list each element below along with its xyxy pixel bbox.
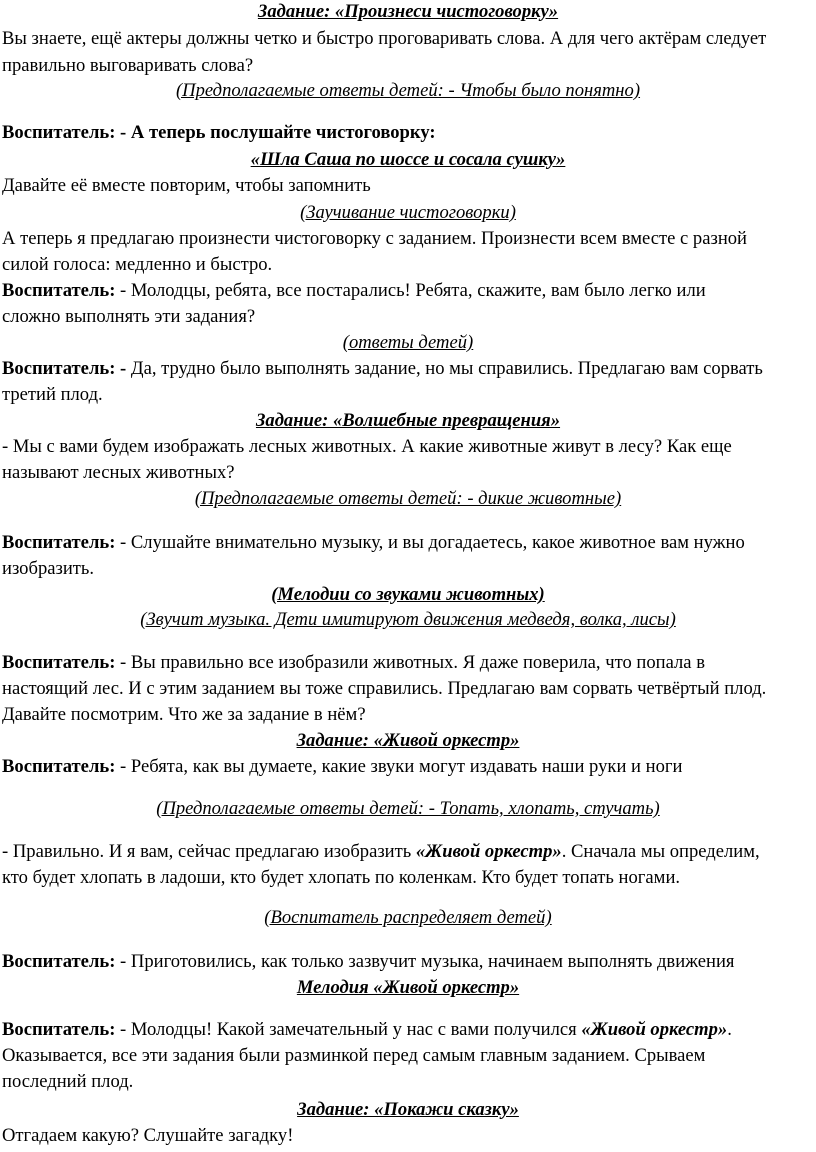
paragraph-line [2,840,760,864]
note-music-plays: (Звучит музыка. Дети имитируют движения медведя, волка, лисы) [140,609,676,630]
paragraph-text: - Правильно. И я вам, сейчас предлагаю изобразить [2,841,416,862]
teacher-label: Воспитатель: [2,280,116,301]
paragraph-line [2,1018,732,1042]
teacher-label: Воспитатель: [2,1019,116,1040]
paragraph-text: - Приготовились, как только зазвучит музыка, начинаем выполнять движения [115,951,735,972]
heading-show-fairy-tale: Задание: «Покажи сказку» [297,1099,519,1120]
note-children-answers: (ответы детей) [342,332,474,353]
paragraph-line: сложно выполнять эти задания? [2,306,256,327]
heading-animal-melodies: (Мелодии со звуками животных) [271,584,545,605]
paragraph-line: Отгадаем какую? Слушайте загадку! [2,1125,294,1146]
paragraph-line [2,651,705,675]
paragraph-line: изобразить. [2,558,95,579]
teacher-label: Воспитатель: [2,652,116,673]
teacher-label: Воспитатель: [2,951,116,972]
paragraph-text: - Молодцы, ребята, все постарались! Ребята, скажите, вам было легко или [115,280,706,301]
paragraph-text: . [727,1019,732,1040]
paragraph-line: Давайте посмотрим. Что же за задание в нём? [2,704,366,725]
paragraph-line: правильно выговаривать слова? [2,55,254,76]
paragraph-line: Оказывается, все эти задания были разминкой перед самым главным заданием. Срываем [2,1045,706,1066]
heading-magic-transformations: Задание: «Волшебные превращения» [255,410,561,431]
paragraph-line [2,357,763,381]
paragraph-line: силой голоса: медленно и быстро. [2,254,273,275]
paragraph-text: Да, трудно было выполнять задание, но мы справились. Предлагаю вам сорвать [126,358,763,379]
paragraph-line [2,121,436,145]
paragraph-line: Давайте её вместе повторим, чтобы запомнить [2,175,371,196]
teacher-label: Воспитатель: [2,532,116,553]
paragraph-line [2,950,734,974]
teacher-label: Воспитатель: - А теперь послушайте чистоговорку: [2,122,436,143]
heading-live-orchestra: Задание: «Живой оркестр» [296,730,520,751]
paragraph-text: . Сначала мы определим, [561,841,760,862]
paragraph-line [2,279,706,303]
orchestra-emphasis: «Живой оркестр» [415,841,562,862]
paragraph-line: кто будет хлопать в ладоши, кто будет хлопать по коленкам. Кто будет топать ногами. [2,867,681,888]
note-expected-answers: (Предполагаемые ответы детей: - Чтобы было понятно) [175,80,641,101]
paragraph-line: А теперь я предлагаю произнести чистоговорку с заданием. Произнести всем вместе с разной [2,228,748,249]
paragraph-line [2,531,745,555]
teacher-label: Воспитатель: [2,756,116,777]
paragraph-line: Вы знаете, ещё актеры должны четко и быстро проговаривать слова. А для чего актёрам следует [2,28,767,49]
note-expected-answers: (Предполагаемые ответы детей: - дикие животные) [194,488,622,509]
note-teacher-distributes: (Воспитатель распределяет детей) [264,907,552,928]
paragraph-line: последний плод. [2,1071,134,1092]
heading-tongue-twister-task: Задание: «Произнеси чистоговорку» [257,1,559,22]
note-memorizing: (Заучивание чистоговорки) [300,202,516,223]
paragraph-text: - Слушайте внимательно музыку, и вы догадаетесь, какое животное вам нужно [115,532,745,553]
teacher-label: Воспитатель: - [2,358,127,379]
paragraph-text: - Молодцы! Какой замечательный у нас с вами получился [115,1019,582,1040]
paragraph-line: - Мы с вами будем изображать лесных животных. А какие животные живут в лесу? Как еще [2,436,732,457]
heading-orchestra-melody: Мелодия «Живой оркестр» [296,977,520,998]
paragraph-line [2,755,682,779]
paragraph-line: третий плод. [2,384,103,405]
tongue-twister-text: «Шла Саша по шоссе и сосала сушку» [250,149,566,170]
paragraph-text: - Ребята, как вы думаете, какие звуки могут издавать наши руки и ноги [115,756,683,777]
paragraph-text: - Вы правильно все изобразили животных. Я даже поверила, что попала в [115,652,705,673]
orchestra-emphasis: «Живой оркестр» [581,1019,728,1040]
paragraph-line: настоящий лес. И с этим заданием вы тоже справились. Предлагаю вам сорвать четвёртый плод. [2,678,767,699]
paragraph-line: называют лесных животных? [2,462,235,483]
note-expected-answers: (Предполагаемые ответы детей: - Топать, хлопать, стучать) [156,798,660,819]
